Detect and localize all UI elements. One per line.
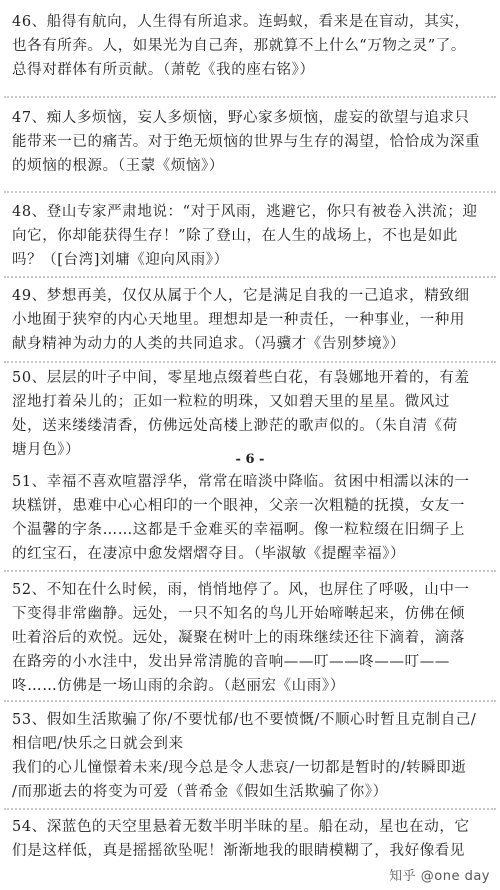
quote-line: 46、船得有航向，人生得有所追求。连蚂蚁，看来是在盲动，其实， (12, 14, 470, 30)
divider (4, 191, 496, 193)
quote-line: 咚……仿佛是一场山雨的余韵。（赵丽宏《山雨》） (12, 678, 345, 694)
quote-line: 的红宝石，在凄凉中愈发熠熠夺目。（毕淑敏《提醒幸福》） (12, 546, 406, 562)
quote-line: /而那逝去的将变为可爱（普希金《假如生活欺骗了你》） (12, 784, 388, 800)
divider (4, 700, 496, 702)
quote-line: 塘月色》） (12, 442, 81, 458)
quote-line: 总得对群体有所贡献。（萧乾《我的座右铭》） (12, 62, 315, 78)
quote-line: 处，送来缕缕清香，仿佛远处高楼上渺茫的歌声似的。（朱自清《荷 (12, 418, 458, 434)
quote-49 (12, 284, 488, 356)
quote-line: 能带来一已的痛苦。对于绝无烦恼的世界与生存的渴望，恰恰成为深重 (12, 134, 481, 150)
quote-line: 相信吧/快乐之日就会到来 (12, 736, 184, 752)
quote-line: 在路旁的小水洼中，发出异常清脆的音响——叮——咚——叮—— (12, 654, 450, 670)
quote-line: 53、假如生活欺骗了你/不要忧郁/也不要愤慨/不顺心时暂且克制自己/ (12, 712, 477, 728)
quote-47 (12, 106, 488, 178)
quote-line: 50、层层的叶子中间，零星地点缀着些白花，有袅娜地开着的，有羞 (12, 370, 470, 386)
quote-line: 吗？（[台湾]刘墉《迎向风雨》） (12, 252, 229, 268)
quote-line: 49、梦想再美，仅仅从属于个人，它是满足自我的一己追求，精致细 (12, 288, 470, 304)
quote-line: 的烦恼的根源。（王蒙《烦恼》） (12, 158, 224, 174)
quote-line: 47、痴人多烦恼，妄人多烦恼，野心家多烦恼，虚妄的欲望与追求只 (12, 110, 470, 126)
quote-50 (12, 366, 488, 462)
quote-line: 吐着浴后的欢悦。远处，凝聚在树叶上的雨珠继续还往下滴着，滴落 (12, 630, 465, 646)
quote-54 (12, 815, 488, 863)
quote-48 (12, 200, 488, 272)
quote-line: 块糕饼，患难中心心相印的一个眼神，父亲一次粗糙的抚摸，女友一 (12, 498, 465, 514)
quote-line: 54、深蓝色的天空里悬着无数半明半昧的星。船在动，星也在动，它 (12, 819, 470, 835)
divider (4, 361, 496, 363)
quote-52 (12, 578, 488, 698)
quote-line: 也各有所奔。人，如果光为自己奔，那就算不上什么“万物之灵”了。 (12, 38, 466, 54)
quote-line: 51、幸福不喜欢喧嚣浮华，常常在暗淡中降临。贫困中相濡以沫的一 (12, 474, 470, 490)
quote-line: 们是这样低，真是摇摇欲坠呢！渐渐地我的眼睛模糊了，我好像看见 (12, 843, 465, 859)
quote-line: 向它，你却能获得生存！”除了登山，在人生的战场上，不也是如此 (12, 228, 458, 244)
quote-46 (12, 10, 488, 82)
quote-line: 献身精神为动力的人类的共同追求。（冯骥才《告别梦境》） (12, 336, 406, 352)
quote-line: 我们的心儿憧憬着未来/现今总是令人悲哀/一切都是暂时的/转瞬即逝 (12, 760, 467, 776)
quote-line: 小地囿于狭窄的内心天地里。理想却是一种责任，一种事业，一种用 (12, 312, 465, 328)
quote-line: 52、不知在什么时候，雨，悄悄地停了。风，也屏住了呼吸，山中一 (12, 582, 470, 598)
divider (4, 570, 496, 572)
quote-line: 涩地打着朵儿的；正如一粒粒的明珠，又如碧天里的星星。微风过 (12, 394, 450, 410)
divider (4, 808, 496, 810)
quote-53 (12, 708, 488, 804)
divider (4, 96, 496, 98)
quote-51 (12, 470, 488, 566)
divider (4, 276, 496, 278)
quote-line: 48、登山专家严肃地说：“对于风雨，逃避它，你只有被卷入洪流；迎 (12, 204, 478, 220)
page-number: - 6 - (235, 452, 265, 467)
zhihu-watermark: 知乎 @one day (389, 869, 490, 884)
quote-line: 个温馨的字条……这都是千金难买的幸福啊。像一粒粒缀在旧绸子上 (12, 522, 465, 538)
quote-line: 下变得非常幽静。远处，一只不知名的鸟儿开始啼啭起来，仿佛在倾 (12, 606, 465, 622)
